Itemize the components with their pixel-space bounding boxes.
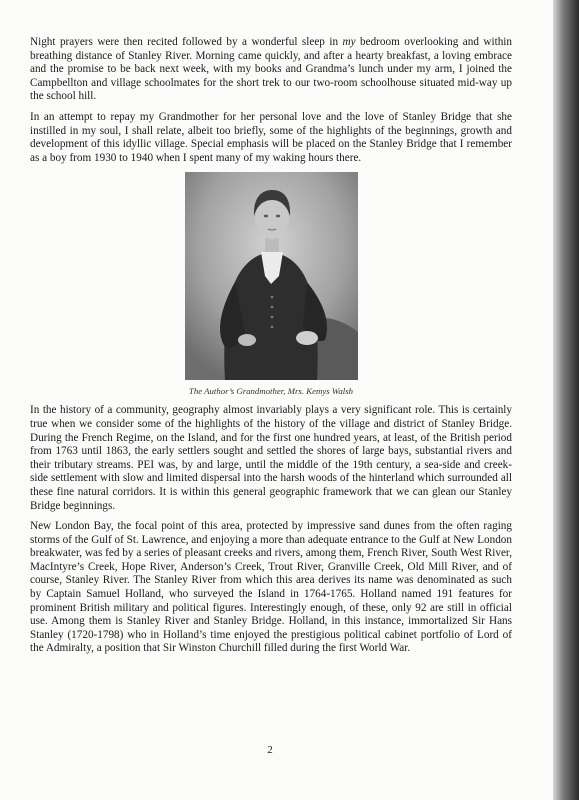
book-binding-edge bbox=[553, 0, 579, 800]
paragraph-4: New London Bay, the focal point of this area, protected by impressive sand dunes from the often raging storms of the Gulf of St. Lawrence, and enjoying a more than adequate entrance to the Gulf at New London breakwater, was fed by a series of pleasant creeks and rivers, among them, French River, South West River, MacIntyre’s Creek, Hope River, Anderson’s Creek, Trout River, Granville Creek, Old Mill River, and of course, Stanley River. The Stanley River from which this area derives its name was denominated as such by Captain Samuel Holland, who surveyed the Island in 1764-1765. Holland named 191 features for prominent British military and political figures. Interestingly enough, of these, only 92 are still in official use. Among them is Stanley River and Stanley Bridge. Holland, in this instance, immortalized Sir Hans Stanley (1720-1798) who in Holland’s time enjoyed the prestigious political cabinet portfolio of Lord of the Admiralty, a position that Sir Winston Churchill filled during the first World War. bbox=[30, 520, 512, 655]
portrait-caption: The Author’s Grandmother, Mrs. Kemys Walsh bbox=[188, 386, 354, 397]
portrait-figure bbox=[30, 172, 512, 396]
paragraph-3: In the history of a community, geography almost invariably plays a very significant role. This is certainly true when we consider some of the highlights of the history of the village and district of Stanley Bridge. During the French Regime, on the Island, and for the first one hundred years, at least, of the British period from 1763 until 1863, the early settlers sought and settled the shores of large bays, substantial rivers and their tributary streams. PEI was, by and large, until the middle of the 19th century, a sea-side and creek-side settlement with slow and limited dispersal into the harsh woods of the hinterland which surrounded all these fine natural corridors. It is within this general geographic framework that we can glean our Stanley Bridge beginnings. bbox=[30, 404, 512, 512]
paragraph-2: In an attempt to repay my Grandmother for her personal love and the love of Stanley Bridge that she instilled in my soul, I shall relate, albeit too briefly, some of the highlights of the beginnings, growth and development of this idyllic village. Special emphasis will be placed on the Stanley Bridge that I remember as a boy from 1930 to 1940 when I spent many of my waking hours there. bbox=[30, 110, 512, 164]
page-number: 2 bbox=[267, 744, 273, 756]
paragraph-1 bbox=[30, 36, 512, 104]
p1-text-a: Night prayers were then recited followed by a wonderful sleep in bbox=[30, 36, 343, 48]
p1-text-b: bedroom overlooking and within breathing distance of Stanley River. Morning came quickly, and after a hearty breakfast, a loving embrace and the promise to be back next week, with my books and Grandma’s lunch under my arm, I joined the Campbellton and village schoolmates for the short trek to our two-room schoolhouse situated mid-way up the school hill. bbox=[30, 36, 512, 103]
p1-italic-word: my bbox=[342, 36, 356, 48]
page-content bbox=[30, 36, 512, 663]
portrait-photo bbox=[185, 172, 358, 380]
